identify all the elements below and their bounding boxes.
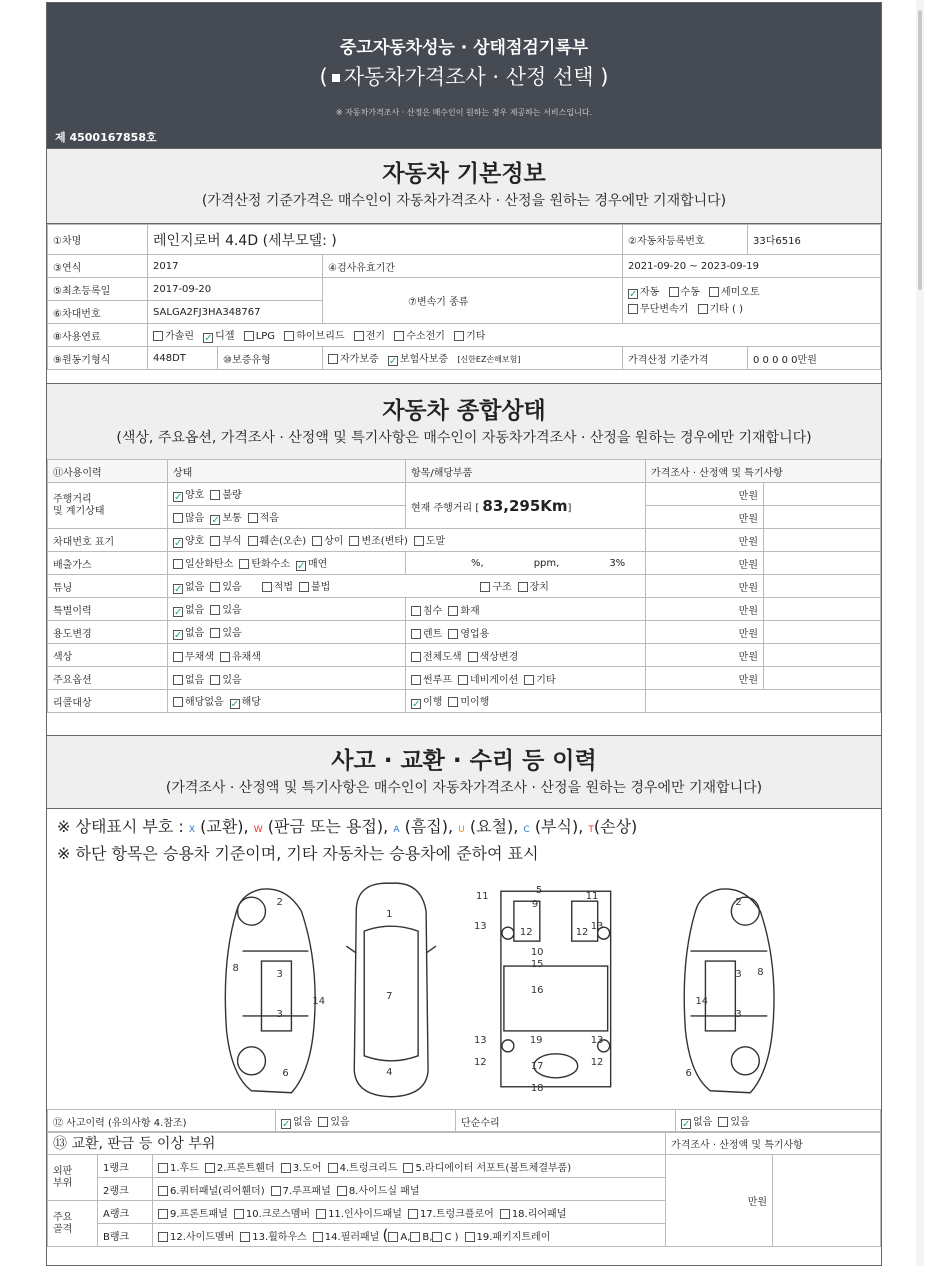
overall-table [47, 459, 881, 713]
label-section-13: ⑬ 교환, 판금 등 이상 부위 [48, 1132, 666, 1155]
base-price: 0 0 0 0 0만원 [748, 347, 881, 370]
pillar-c-checkbox[interactable] [432, 1232, 442, 1242]
won: 만원 [646, 621, 764, 644]
part-5: 5 [535, 885, 543, 897]
option-items: 썬루프 네비게이션 기타 [406, 667, 646, 690]
part-14: 14 [312, 995, 326, 1007]
part-6r: 6 [685, 1067, 692, 1079]
accident-state: ✓ 없음 있음 [276, 1110, 456, 1133]
label-first-reg: ⑤최초등록일 [48, 278, 148, 301]
part-radiator-checkbox[interactable] [403, 1163, 413, 1173]
accident-heading: 사고 · 교환 · 수리 등 이력 (가격조사 · 산정액 및 특기사항은 매수인이 자동차가격조사 · 산정을 원하는 경우에만 기재합니다) [47, 735, 881, 809]
vin-lost-checkbox[interactable] [414, 536, 424, 546]
col-item: 항목/해당부품 [406, 460, 646, 483]
part-door-checkbox[interactable] [281, 1163, 291, 1173]
label-motor: ⑨원동기형식 [48, 347, 148, 370]
mileage-normal-checkbox[interactable]: ✓ [211, 515, 220, 526]
fuel-etc-checkbox[interactable] [454, 331, 464, 341]
label-option: 주요옵션 [48, 667, 168, 690]
won: 만원 [666, 1155, 773, 1247]
part-side-member-checkbox[interactable] [158, 1232, 168, 1242]
use-none-checkbox[interactable]: ✓ [174, 630, 183, 641]
part-3r: 3 [735, 969, 742, 981]
recall-not-checkbox[interactable] [448, 697, 458, 707]
color-state: 무채색 유채색 [168, 644, 406, 667]
label-mileage: 주행거리 및 계기상태 [48, 483, 168, 529]
part-15: 15 [530, 959, 544, 971]
label-car-name: ①차명 [48, 225, 148, 255]
recall-items: ✓ 이행 미이행 [406, 690, 646, 713]
simple-none-checkbox[interactable]: ✓ [682, 1119, 691, 1130]
use-items: 렌트 영업용 [406, 621, 646, 644]
header-subtitle: ( 자동차가격조사 · 산정 선택 ) [319, 65, 609, 89]
warranty-options: 자가보증 ✓ 보험사보증 [신한EZ손해보험] [323, 347, 623, 370]
recall-na-checkbox[interactable] [173, 697, 183, 707]
trans-semi-checkbox[interactable] [709, 287, 719, 297]
option-etc-checkbox[interactable] [524, 675, 534, 685]
transmission-options: ✓ 자동 수동 세미오토 무단변속기 기타 ( ) [623, 278, 881, 324]
col-state: 상태 [168, 460, 406, 483]
label-rankA: A랭크 [98, 1201, 153, 1224]
use-state: ✓ 없음 있음 [168, 621, 406, 644]
vin-mark-state: ✓ 양호 부식 훼손(오손) 상이 변조(변타) 도말 [168, 529, 646, 552]
gas-hc-checkbox[interactable] [239, 559, 249, 569]
fuel-lpg-checkbox[interactable] [244, 331, 254, 341]
col-history: ⑪사용이력 [48, 460, 168, 483]
scrollbar-thumb[interactable] [918, 10, 922, 290]
car-right-side [684, 889, 774, 1093]
car-diagram [47, 871, 881, 1109]
part-roof-checkbox[interactable] [271, 1186, 281, 1196]
part-1: 1 [386, 909, 393, 921]
part-8: 8 [232, 963, 239, 975]
note-cell[interactable] [764, 598, 881, 621]
label-special: 특별이력 [48, 598, 168, 621]
emission-values: %, ppm, 3% [406, 552, 646, 575]
tune-yes-checkbox[interactable] [210, 582, 220, 592]
part-13c: 13 [473, 1034, 487, 1046]
basic-info-heading: 자동차 기본정보 (가격산정 기준가격은 매수인이 자동차가격조사 · 산정을 원하는 경우에만 기재합니다) [47, 148, 881, 224]
first-reg: 2017-09-20 [148, 278, 323, 301]
nav-checkbox[interactable] [458, 675, 468, 685]
tune-struct-checkbox[interactable] [480, 582, 490, 592]
won: 만원 [646, 575, 764, 598]
simple-state: ✓ 없음 있음 [676, 1110, 881, 1133]
part-trunk-checkbox[interactable] [328, 1163, 338, 1173]
legend-line-2: ※ 하단 항목은 승용차 기준이며, 기타 자동차는 승용차에 준하여 표시 [57, 844, 539, 863]
mileage-good-checkbox[interactable]: ✓ [174, 492, 183, 503]
part-3b: 3 [276, 1008, 283, 1020]
note-cell[interactable] [764, 483, 881, 506]
trans-manual-checkbox[interactable] [669, 287, 679, 297]
special-state: ✓ 없음 있음 [168, 598, 406, 621]
label-transmission: ⑦변속기 종류 [323, 278, 623, 324]
won: 만원 [646, 552, 764, 575]
biz-checkbox[interactable] [448, 629, 458, 639]
fuel-electric-checkbox[interactable] [354, 331, 364, 341]
label-rank2: 2랭크 [98, 1178, 153, 1201]
vin-mod-checkbox[interactable] [349, 536, 359, 546]
part-3r2: 3 [735, 1008, 742, 1020]
special-yes-checkbox[interactable] [210, 605, 220, 615]
simple-yes-checkbox[interactable] [718, 1117, 728, 1127]
flood-checkbox[interactable] [411, 606, 421, 616]
vin-corr-checkbox[interactable] [210, 536, 220, 546]
vin: SALGA2FJ3HA348767 [148, 301, 323, 324]
select-checkbox[interactable] [332, 74, 340, 82]
legend-line-1: ※ 상태표시 부호 : X (교환), W (판금 또는 용접), A (흠집), U (요철), C (부식), T(손상) [57, 817, 638, 836]
part-2: 2 [276, 897, 283, 909]
part-6: 6 [282, 1067, 289, 1079]
part-3: 3 [276, 969, 283, 981]
part-17: 17 [530, 1060, 544, 1072]
label-use-change: 용도변경 [48, 621, 168, 644]
legend [57, 815, 637, 866]
label-outer: 외판 부위 [48, 1155, 98, 1201]
note-cell[interactable] [764, 667, 881, 690]
label-simple-repair: 단순수리 [456, 1110, 676, 1133]
rent-checkbox[interactable] [411, 629, 421, 639]
overall-heading: 자동차 종합상태 (색상, 주요옵션, 가격조사 · 산정액 및 특기사항은 매수인이 자동차가격조사 · 산정을 원하는 경우에만 기재합니다) [47, 383, 881, 461]
note-cell[interactable] [764, 621, 881, 644]
label-accident: ⑫ 사고이력 (유의사항 4.참조) [48, 1110, 276, 1133]
part-package-tray-checkbox[interactable] [465, 1232, 475, 1242]
warranty-ins-checkbox[interactable]: ✓ [388, 356, 398, 367]
chro-checkbox[interactable] [220, 652, 230, 662]
part-11: 11 [475, 891, 489, 903]
part-sidesill-checkbox[interactable] [337, 1186, 347, 1196]
recall-note[interactable] [646, 690, 881, 713]
current-mileage: 현재 주행거리 [ 83,295Km] [406, 483, 646, 529]
note-cell[interactable] [764, 506, 881, 529]
trans-cvt-checkbox[interactable] [628, 304, 638, 314]
reg-no: 33다6516 [748, 225, 881, 255]
tune-none-checkbox[interactable]: ✓ [174, 584, 183, 595]
mileage-state: ✓ 양호 불량 [168, 483, 406, 506]
part-11b: 11 [585, 891, 599, 903]
part-quarter-checkbox[interactable] [158, 1186, 168, 1196]
note-cell[interactable] [764, 575, 881, 598]
won: 만원 [646, 506, 764, 529]
tune-legal-checkbox[interactable] [262, 582, 272, 592]
note-cell[interactable] [773, 1155, 881, 1247]
part-trunk-floor-checkbox[interactable] [408, 1209, 418, 1219]
part-front-panel-checkbox[interactable] [158, 1209, 168, 1219]
fuel-gasoline-checkbox[interactable] [153, 331, 163, 341]
achro-checkbox[interactable] [173, 652, 183, 662]
pillar-a-checkbox[interactable] [388, 1232, 398, 1242]
parts-table [47, 1131, 881, 1247]
note-cell[interactable] [764, 529, 881, 552]
label-vin-mark: 차대번호 표기 [48, 529, 168, 552]
label-emission: 배출가스 [48, 552, 168, 575]
part-8r: 8 [757, 967, 764, 979]
color-items: 전체도색 색상변경 [406, 644, 646, 667]
part-2r: 2 [735, 897, 742, 909]
part-fender-checkbox[interactable] [205, 1163, 215, 1173]
valid-period: 2021-09-20 ~ 2023-09-19 [623, 255, 881, 278]
recall-done-checkbox[interactable]: ✓ [412, 699, 421, 710]
gas-co-checkbox[interactable] [173, 559, 183, 569]
tuning-state: ✓ 없음 있음 적법 불법 구조 장치 [168, 575, 646, 598]
acc-yes-checkbox[interactable] [318, 1117, 328, 1127]
use-yes-checkbox[interactable] [210, 628, 220, 638]
label-section-13-right: 가격조사 · 산정액 및 특기사항 [666, 1132, 881, 1155]
sunroof-checkbox[interactable] [411, 675, 421, 685]
label-tuning: 튜닝 [48, 575, 168, 598]
car-left-side [225, 889, 315, 1093]
part-4: 4 [386, 1066, 393, 1078]
acc-none-checkbox[interactable]: ✓ [282, 1119, 291, 1130]
inspection-sheet [46, 2, 882, 1266]
part-16: 16 [530, 984, 544, 996]
label-warranty: ⑩보증유형 [218, 347, 323, 370]
tune-illegal-checkbox[interactable] [299, 582, 309, 592]
label-year: ③연식 [48, 255, 148, 278]
label-rank1: 1랭크 [98, 1155, 153, 1178]
header-title: 중고자동차성능 · 상태점검기록부 [339, 38, 589, 58]
rankB-items: 12.사이드멤버 13.휠하우스 14.필러패널 ( A, B, C ) 19.패키지트레이 [153, 1224, 666, 1247]
option-yes-checkbox[interactable] [210, 675, 220, 685]
pillar-b-checkbox[interactable] [410, 1232, 420, 1242]
won: 만원 [646, 644, 764, 667]
full-paint-checkbox[interactable] [411, 652, 421, 662]
won: 만원 [646, 598, 764, 621]
part-12b: 12 [575, 927, 589, 939]
won: 만원 [646, 667, 764, 690]
label-fuel: ⑧사용연료 [48, 324, 148, 347]
vin-diff-checkbox[interactable] [312, 536, 322, 546]
won: 만원 [646, 529, 764, 552]
col-price-note: 가격조사 · 산정액 및 특기사항 [646, 460, 881, 483]
mileage-few-checkbox[interactable] [248, 513, 258, 523]
note-cell[interactable] [764, 644, 881, 667]
won: 만원 [646, 483, 764, 506]
emission-state: 일산화탄소 탄화수소 ✓ 매연 [168, 552, 406, 575]
part-13d: 13 [590, 1034, 604, 1046]
recall-yes-checkbox[interactable]: ✓ [230, 699, 240, 710]
motor: 448DT [148, 347, 218, 370]
option-state: 없음 있음 [168, 667, 406, 690]
part-19: 19 [529, 1034, 543, 1046]
scrollbar[interactable] [916, 0, 924, 1266]
part-crossmember-checkbox[interactable] [234, 1209, 244, 1219]
part-12: 12 [519, 927, 533, 939]
header [47, 3, 881, 148]
year: 2017 [148, 255, 323, 278]
trans-auto-checkbox[interactable]: ✓ [629, 288, 638, 300]
rank2-items: 6.쿼터패널(리어휀더) 7.루프패널 8.사이드실 패널 [153, 1178, 666, 1201]
rankA-items: 9.프론트패널 10.크로스멤버 11.인사이드패널 17.트렁크플로어 18.리어패널 [153, 1201, 666, 1224]
car-name: 레인지로버 4.4D (세부모델: ) [148, 225, 623, 255]
part-18: 18 [530, 1082, 544, 1094]
mileage-many-checkbox[interactable] [173, 513, 183, 523]
tune-device-checkbox[interactable] [518, 582, 528, 592]
fuel-diesel-checkbox[interactable]: ✓ [204, 333, 213, 344]
part-hood-checkbox[interactable] [158, 1163, 168, 1173]
fuel-hybrid-checkbox[interactable] [284, 331, 294, 341]
label-valid: ④검사유효기간 [323, 255, 623, 278]
part-10: 10 [530, 947, 544, 959]
part-pillar-checkbox[interactable] [313, 1232, 323, 1242]
part-14r: 14 [695, 995, 709, 1007]
rank1-items: 1.후드 2.프론트휀더 3.도어 4.트렁크리드 5.라디에이터 서포트(볼트체결부품) [153, 1155, 666, 1178]
part-9: 9 [531, 899, 539, 911]
fire-checkbox[interactable] [448, 606, 458, 616]
special-none-checkbox[interactable]: ✓ [174, 607, 183, 618]
trans-etc-checkbox[interactable] [698, 304, 708, 314]
part-13b: 13 [590, 921, 604, 933]
accident-history-row [47, 1109, 881, 1133]
special-items: 침수 화재 [406, 598, 646, 621]
recall-state: 해당없음 ✓ 해당 [168, 690, 406, 713]
label-recall: 리콜대상 [48, 690, 168, 713]
part-7: 7 [386, 990, 393, 1002]
mileage-level: 많음 ✓ 보통 적음 [168, 506, 406, 529]
part-12d: 12 [590, 1056, 604, 1068]
fuel-hydrogen-checkbox[interactable] [394, 331, 404, 341]
part-12c: 12 [473, 1056, 487, 1068]
fuel-options: 가솔린 ✓ 디젤 LPG 하이브리드 전기 수소전기 기타 [148, 324, 881, 347]
part-inside-panel-checkbox[interactable] [316, 1209, 326, 1219]
part-rear-panel-checkbox[interactable] [500, 1209, 510, 1219]
label-base-price: 가격산정 기준가격 [623, 347, 748, 370]
part-wheelhouse-checkbox[interactable] [240, 1232, 250, 1242]
warranty-self-checkbox[interactable] [328, 354, 338, 364]
label-rankB: B랭크 [98, 1224, 153, 1247]
mileage-bad-checkbox[interactable] [210, 490, 220, 500]
option-none-checkbox[interactable] [173, 675, 183, 685]
vin-dmg-checkbox[interactable] [248, 536, 258, 546]
label-color: 색상 [48, 644, 168, 667]
color-change-checkbox[interactable] [468, 652, 478, 662]
part-13: 13 [473, 921, 487, 933]
note-cell[interactable] [764, 552, 881, 575]
record-number: 제 4500167858호 [55, 131, 157, 144]
gas-smoke-checkbox[interactable]: ✓ [296, 561, 306, 572]
label-main-frame: 주요 골격 [48, 1201, 98, 1247]
vin-good-checkbox[interactable]: ✓ [174, 538, 183, 549]
label-reg-no: ②자동차등록번호 [623, 225, 748, 255]
basic-info-table [47, 224, 881, 370]
header-note: ※ 자동차가격조사 · 산정은 매수인이 원하는 경우 제공하는 서비스입니다. [335, 108, 593, 117]
label-vin: ⑥차대번호 [48, 301, 148, 324]
